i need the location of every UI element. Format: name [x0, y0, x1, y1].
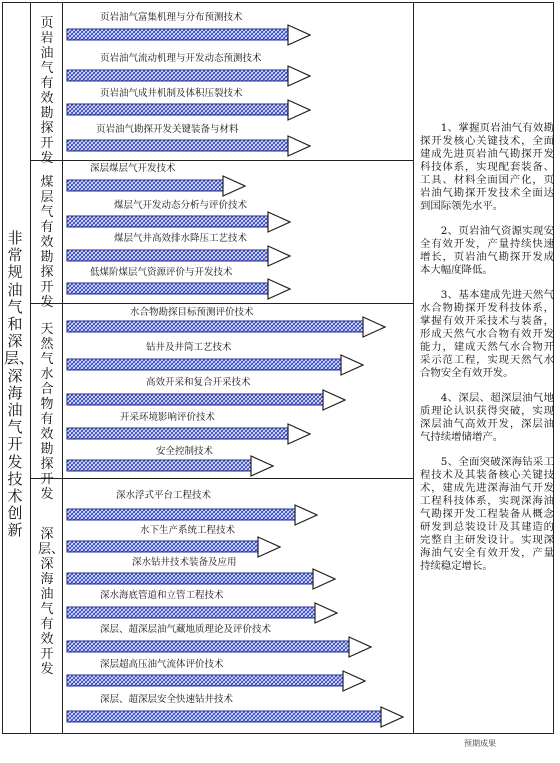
item-label: 深层煤层气开发技术 [90, 163, 176, 174]
outcome-1: 1、掌握页岩油气有效勘探开发核心关键技术，全面建成先进页岩油气勘探开发科技体系，实现配套装备、工具、材料全面国产化，页岩油气勘探开发技术全面达到国际领先水平。 [420, 122, 554, 212]
arrow-head [223, 176, 245, 196]
roadmap-arrow [66, 245, 291, 267]
divider-vertical-3 [413, 2, 414, 734]
arrow-shaft [67, 180, 223, 191]
item-label: 深水浮式平台工程技术 [116, 490, 212, 501]
item-label: 高效开采和复合开采技术 [146, 377, 251, 388]
main-title: 非常规油气和深层、深海油气开发技术创新 [4, 229, 35, 540]
item-label: 页岩油气成井机制及体积压裂技术 [100, 88, 243, 99]
roadmap-arrow [66, 670, 366, 692]
item-label: 煤层气开发动态分析与评价技术 [114, 200, 248, 211]
arrow-head [343, 671, 365, 691]
arrow-head [288, 25, 310, 45]
arrow-shaft [67, 140, 288, 151]
roadmap-arrow [66, 65, 311, 87]
section-title-hydrate: 天然气水合物有效勘探开发 [40, 322, 54, 502]
item-label: 页岩油气富集机理与分布预测技术 [100, 12, 243, 23]
arrow-shaft [67, 541, 258, 552]
item-label: 页岩油气勘探开发关键装备与材料 [96, 124, 239, 135]
roadmap-arrow [66, 636, 372, 658]
arrow-shaft [67, 428, 288, 439]
roadmap-arrow [66, 135, 311, 157]
arrow-shaft [67, 321, 363, 332]
outcome-3: 3、基本建成先进天然气水合物勘探开发科技体系，掌握有效开采技术与装备，形成天然气水合物有效开发能力，建成天然气水合物开采示范工程，实现天然气水合物安全有效开发。 [420, 289, 554, 379]
arrow-shaft [67, 216, 268, 227]
arrow-head [268, 212, 290, 232]
arrow-head [288, 136, 310, 156]
arrow-head [288, 424, 310, 444]
arrow-shaft [67, 607, 315, 618]
arrow-shaft [67, 359, 341, 370]
outcome-4: 4、深层、超深层油气地质理论认识获得突破，实现深层油气高效开发，深层油气持续增储增产。 [420, 392, 554, 443]
roadmap-arrow [66, 455, 274, 477]
arrow-shaft [67, 70, 288, 81]
item-label: 深层、超深层油气藏地质理论及评价技术 [100, 624, 272, 635]
arrow-head [313, 569, 335, 589]
arrow-shaft [67, 509, 295, 520]
divider-vertical-2 [62, 2, 63, 734]
arrow-head [288, 100, 310, 120]
section-divider-1 [30, 160, 413, 161]
outcome-2: 2、页岩油气资源实现安全有效开发，产量持续快速增长，页岩油气勘探开发成本大幅度降低。 [420, 225, 554, 276]
roadmap-arrow [66, 24, 311, 46]
roadmap-arrow [66, 706, 404, 728]
item-label: 页岩油气流动机理与开发动态预测技术 [100, 53, 262, 64]
item-label: 开采环境影响评价技术 [120, 412, 216, 423]
arrow-shaft [67, 675, 343, 686]
arrow-head [268, 246, 290, 266]
arrow-shaft [67, 104, 288, 115]
item-label: 深水海底管道和立管工程技术 [100, 590, 224, 601]
arrow-head [251, 456, 273, 476]
roadmap-arrow [66, 211, 291, 233]
item-label: 低煤阶煤层气资源评价与开发技术 [90, 267, 233, 278]
arrow-head [363, 317, 385, 337]
roadmap-arrow [66, 99, 311, 121]
roadmap-arrow [66, 354, 364, 376]
section-title-shale: 页岩油气有效勘探开发 [40, 16, 54, 166]
arrow-head [341, 355, 363, 375]
section-title-cbm: 煤层气有效勘探开发 [40, 175, 54, 310]
roadmap-arrow [66, 389, 346, 411]
arrow-shaft [67, 641, 349, 652]
item-label: 深水钻井技术装备及应用 [132, 557, 237, 568]
roadmap-arrow [66, 602, 338, 624]
roadmap-arrow [66, 568, 336, 590]
item-label: 深层、超深层安全快速钻井技术 [100, 694, 234, 705]
arrow-head [295, 505, 317, 525]
section-divider-2 [30, 303, 413, 304]
item-label: 安全控制技术 [156, 446, 214, 457]
roadmap-arrow [66, 278, 291, 300]
arrow-shaft [67, 460, 251, 471]
item-label: 水下生产系统工程技术 [140, 525, 236, 536]
roadmap-arrow [66, 316, 386, 338]
arrow-head [349, 637, 371, 657]
item-label: 煤层气井高效排水降压工艺技术 [114, 233, 248, 244]
section-divider-3 [30, 478, 413, 479]
arrow-shaft [67, 394, 323, 405]
expected-outcomes [420, 122, 554, 585]
section-title-deep: 深层、深海油气有效开发 [38, 527, 65, 677]
arrow-shaft [67, 250, 268, 261]
arrow-head [315, 603, 337, 623]
footnote: 预期成果 [464, 739, 496, 748]
arrow-head [381, 707, 403, 727]
arrow-shaft [67, 573, 313, 584]
outcome-5: 5、全面突破深海钻采工程技术及其装备核心关键技术，建成先进深海油气开发工程科技体系，实现深海油气勘探开发工程装备从概念研发到总装设计及其建造的完整自主研发设计。实现深海油气安全有效开发，产量持续稳定增长。 [420, 456, 554, 572]
roadmap-arrow [66, 504, 318, 526]
arrow-head [258, 537, 280, 557]
roadmap-arrow [66, 175, 246, 197]
arrow-head [268, 279, 290, 299]
roadmap-arrow [66, 536, 281, 558]
arrow-head [288, 66, 310, 86]
arrow-shaft [67, 283, 268, 294]
divider-vertical-1 [30, 2, 31, 734]
item-label: 深层超高压油气流体评价技术 [100, 659, 224, 670]
item-label: 水合物勘探目标预测评价技术 [130, 307, 254, 318]
arrow-shaft [67, 711, 381, 722]
arrow-head [323, 390, 345, 410]
roadmap-arrow [66, 423, 311, 445]
arrow-shaft [67, 29, 288, 40]
item-label: 钻井及井筒工艺技术 [146, 342, 232, 353]
